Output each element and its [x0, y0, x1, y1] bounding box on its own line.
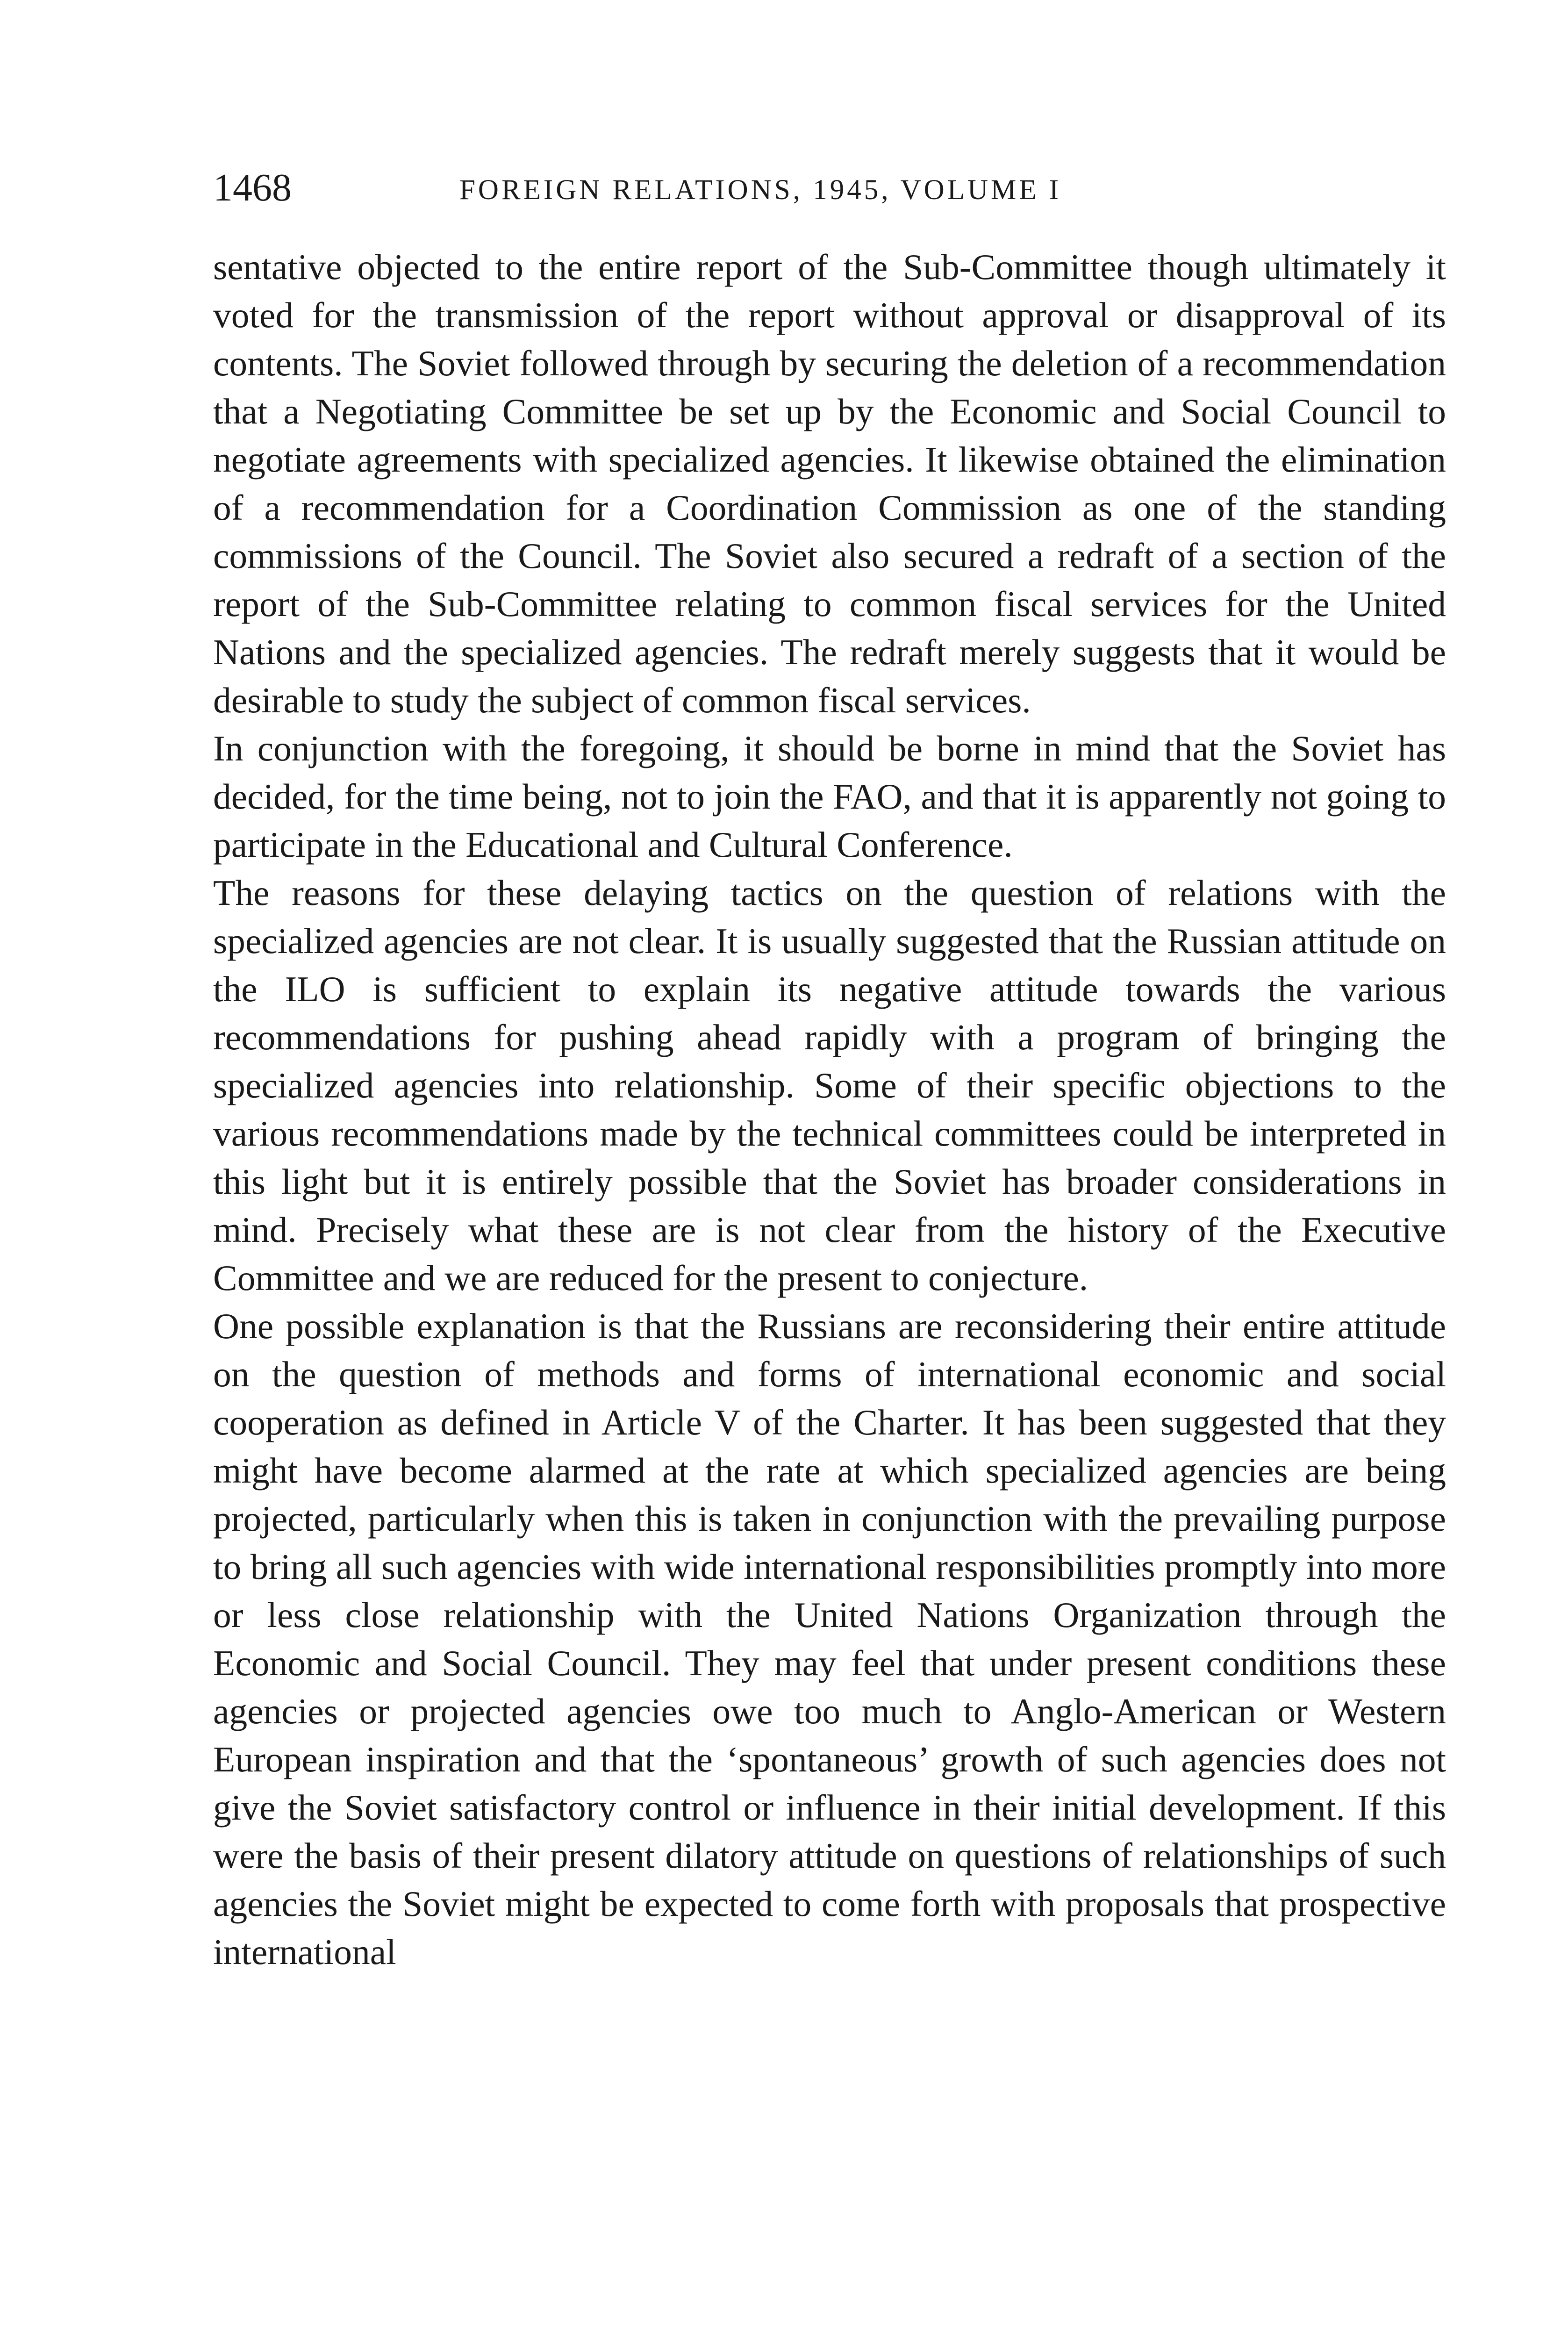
paragraph-continued: sentative objected to the entire report of the Sub-Committee though ultimately it voted for the transmission of the report without approval or disapproval of its contents. The Soviet followed through by securing the deletion of a recommendation that a Negotiating Committee be set up by the Economic and Social Council to negotiate agreements with specialized agencies. It likewise obtained the elimination of a recommendation for a Coordination Commission as one of the standing commissions of the Council. The Soviet also secured a redraft of a section of the report of the Sub-Committee relating to common fiscal services for the United Nations and the specialized agencies. The redraft merely suggests that it would be desirable to study the subject of common fiscal services. [213, 247, 1446, 720]
paragraph-delaying-tactics: The reasons for these delaying tactics on the question of relations with the specialized agencies are not clear. It is usually suggested that the Russian attitude on the ILO is sufficient to explain its negative attitude towards the various recommendations for pushing ahead rapidly with a program of bringing the specialized agencies into relationship. Some of their specific objections to the various recommendations made by the technical committees could be interpreted in this light but it is entirely possible that the Soviet has broader considerations in mind. Precisely what these are is not clear from the history of the Executive Committee and we are reduced for the present to conjecture. [213, 873, 1446, 1298]
running-head [213, 168, 1446, 224]
body-text [213, 243, 1446, 1976]
document-page [213, 168, 1446, 1976]
paragraph-fao-conference: In conjunction with the foregoing, it should be borne in mind that the Soviet has decided, for the time being, not to join the FAO, and that it is apparently not going to participate in the Educational and Cultural Conference. [213, 728, 1446, 865]
page-number: 1468 [213, 166, 292, 209]
running-title: FOREIGN RELATIONS, 1945, VOLUME I [459, 174, 1062, 206]
paragraph-possible-explanation: One possible explanation is that the Russians are reconsidering their entire attitude on the question of methods and forms of international economic and social cooperation as defined in Article V of the Charter. It has been suggested that they might have become alarmed at the rate at which specialized agencies are being projected, particularly when this is taken in conjunction with the prevailing purpose to bring all such agencies with wide international responsibilities promptly into more or less close relationship with the United Nations Organization through the Economic and Social Council. They may feel that under present conditions these agencies or projected agencies owe too much to Anglo-American or Western European inspiration and that the ‘spontaneous’ growth of such agencies does not give the Soviet satisfactory control or influence in their initial development. If this were the basis of their present dilatory attitude on questions of relationships of such agencies the Soviet might be expected to come forth with proposals that prospective international [213, 1306, 1446, 1972]
